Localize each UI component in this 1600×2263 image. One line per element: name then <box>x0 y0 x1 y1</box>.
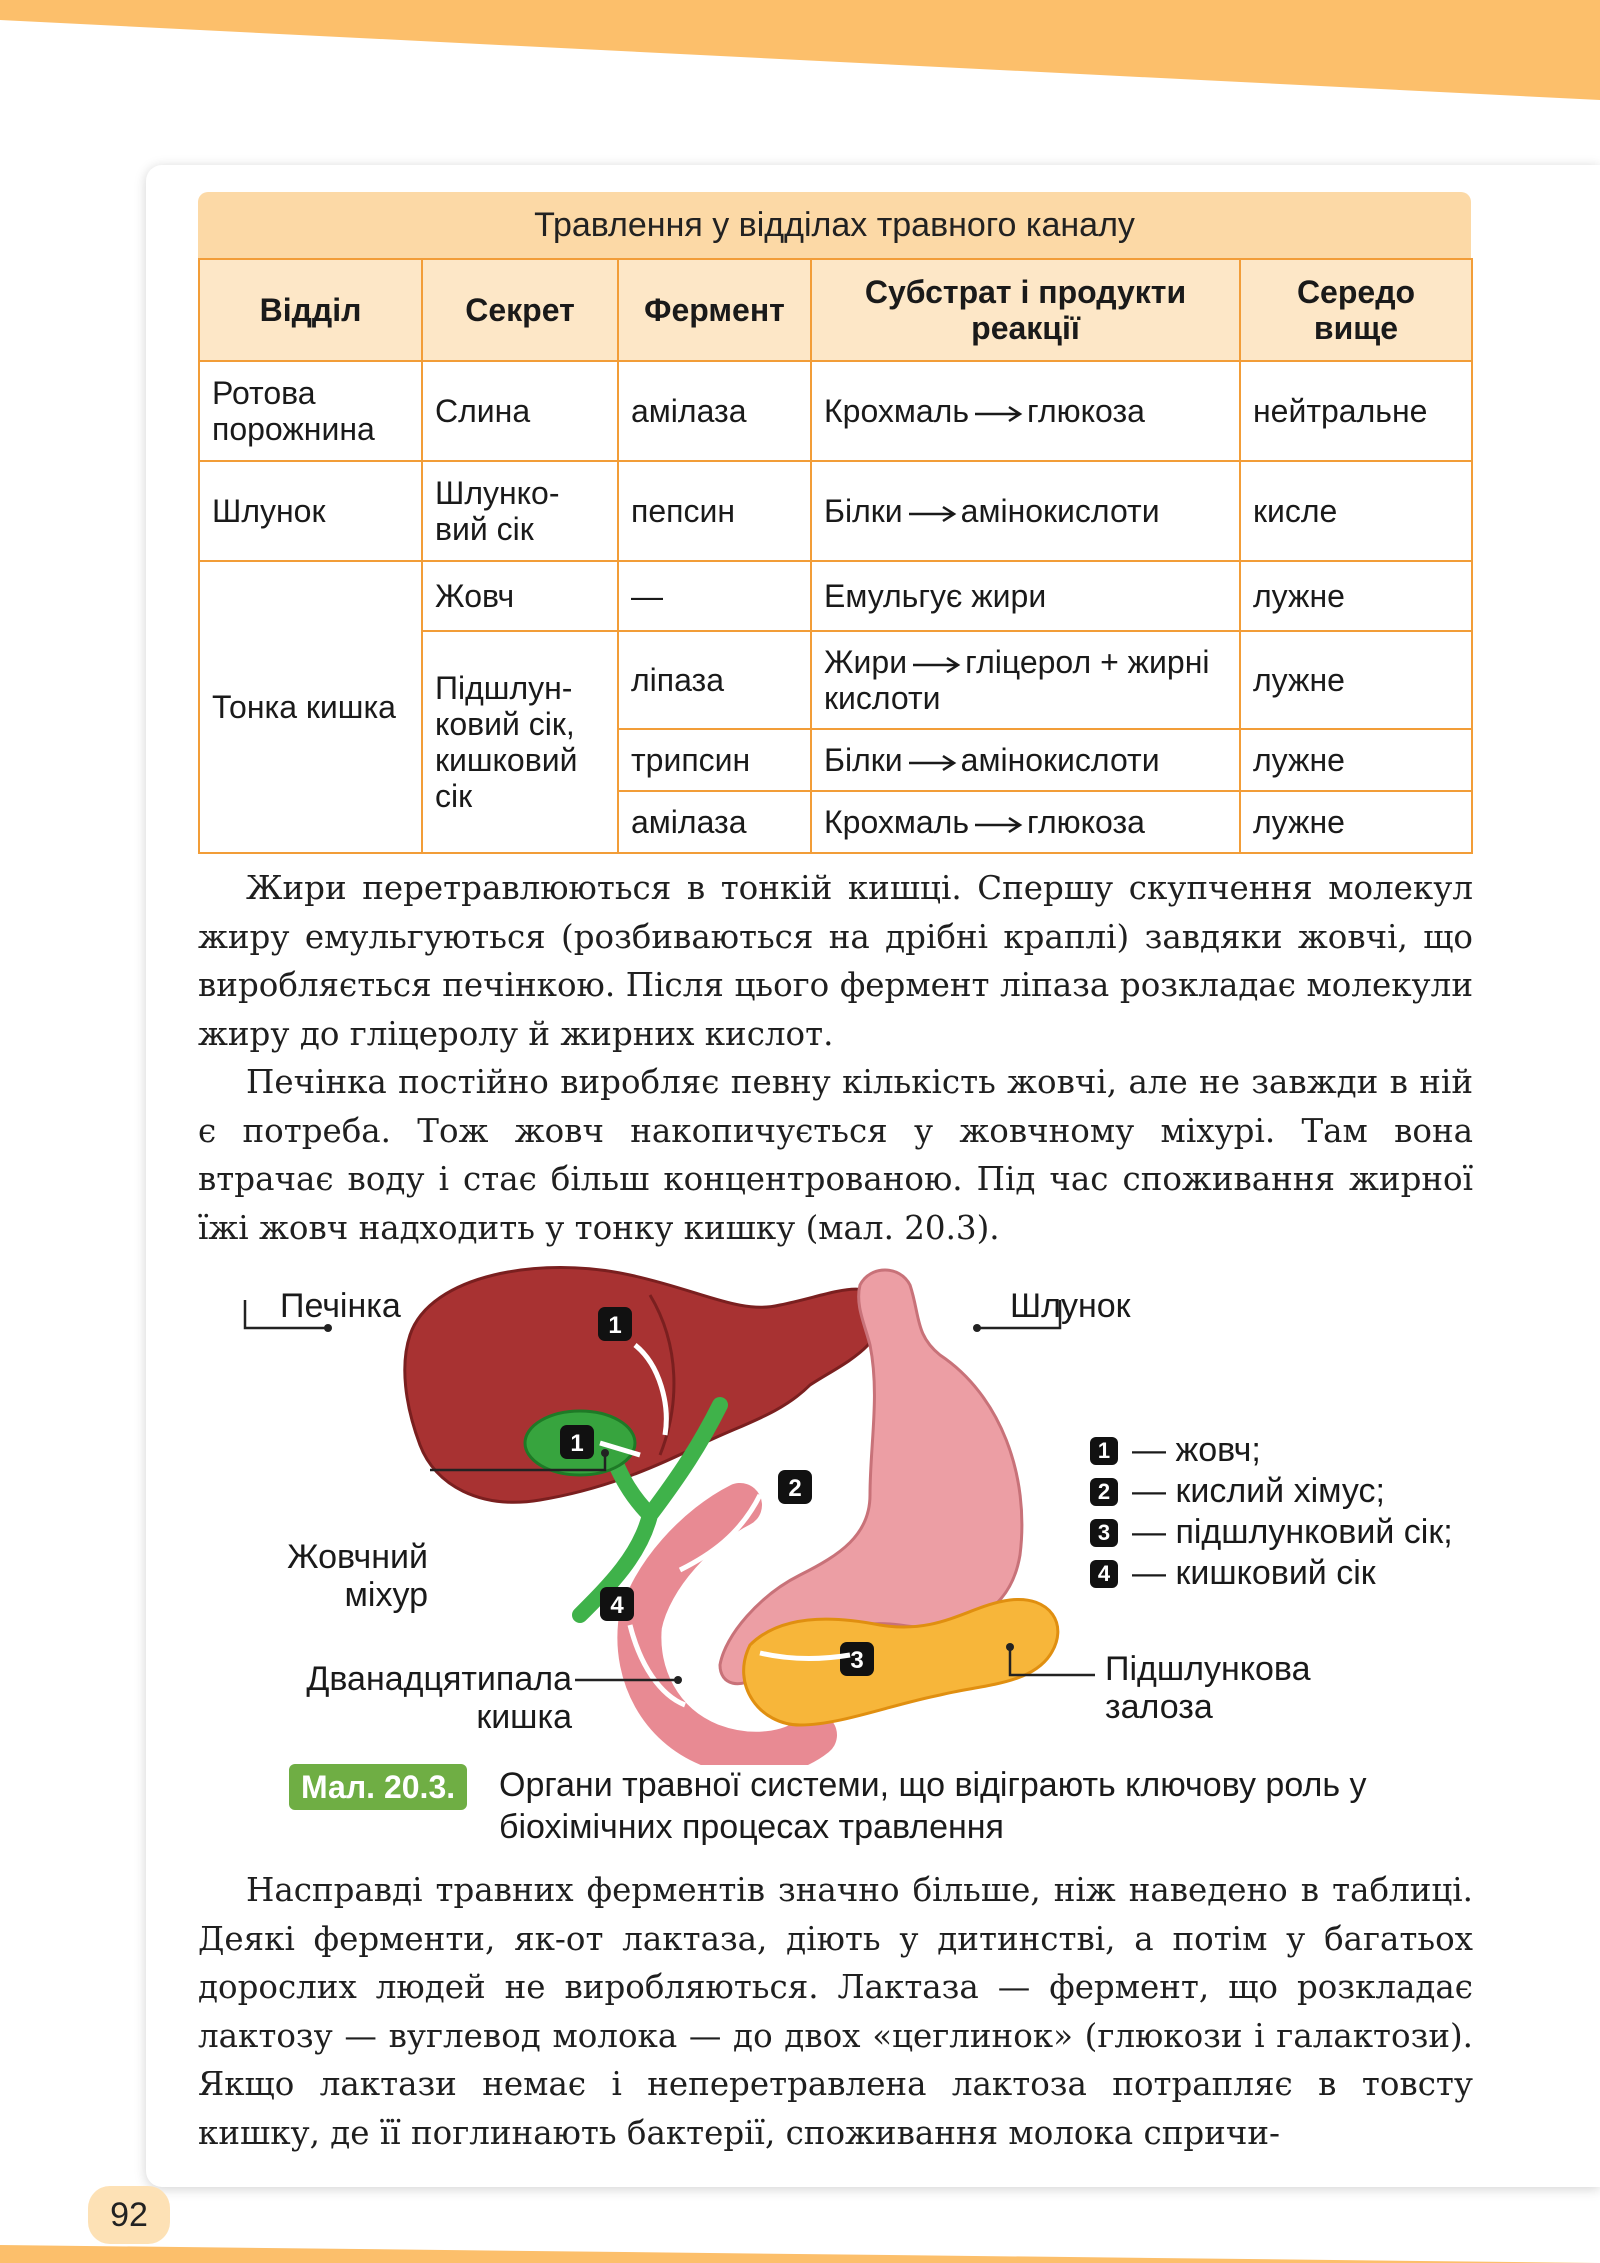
substrate: Крохмаль <box>824 804 970 840</box>
legend-number: 2 <box>1090 1478 1118 1506</box>
table-title: Травлення у відділах травного каналу <box>198 192 1471 258</box>
caption-tag: Мал. 20.3. <box>289 1764 467 1810</box>
reaction-cell: Емульгує жири <box>811 561 1240 631</box>
product: гліцерол + жирні кислоти <box>824 644 1210 716</box>
page-number: 92 <box>88 2186 170 2244</box>
legend-text: — кислий хімус; <box>1132 1472 1385 1510</box>
table <box>198 258 1473 854</box>
column-header: Субстрат і продукти реакції <box>811 259 1240 361</box>
table-row <box>199 461 1472 561</box>
product: глюкоза <box>1027 393 1145 429</box>
substrate: Білки <box>824 742 903 778</box>
substrate: Жири <box>824 644 908 680</box>
section-cell: Тонка кишка <box>199 561 422 853</box>
substrate: Білки <box>824 493 903 529</box>
arrow-right-icon <box>907 753 957 773</box>
arrow-right-icon <box>973 815 1023 835</box>
medium-cell: лужне <box>1240 631 1472 729</box>
svg-text:3: 3 <box>850 1647 864 1674</box>
svg-text:2: 2 <box>788 1475 802 1502</box>
enzyme-cell: трипсин <box>618 729 811 791</box>
medium-cell: лужне <box>1240 791 1472 853</box>
label-stomach: Шлунок <box>1010 1287 1131 1325</box>
column-header: Секрет <box>422 259 618 361</box>
reaction-cell <box>811 631 1240 729</box>
enzyme-cell: амілаза <box>618 361 811 461</box>
section-cell: Шлунок <box>199 461 422 561</box>
reaction-cell <box>811 791 1240 853</box>
reaction-cell <box>811 461 1240 561</box>
substrate: Крохмаль <box>824 393 970 429</box>
legend-item <box>1090 1553 1453 1594</box>
medium-cell: лужне <box>1240 561 1472 631</box>
section-cell: Ротова порожнина <box>199 361 422 461</box>
arrow-right-icon <box>911 655 961 675</box>
caption-text: Органи травної системи, що відіграють ключову роль у біохімічних процесах травлення <box>499 1766 1367 1846</box>
product: амінокислоти <box>960 493 1160 529</box>
arrow-right-icon <box>907 504 957 524</box>
secret-cell: Підшлун-ковий сік, кишковий сік <box>422 631 618 853</box>
reaction-cell <box>811 729 1240 791</box>
legend-text: — кишковий сік <box>1132 1554 1376 1592</box>
badge-1-gallbladder <box>560 1425 594 1459</box>
secret-cell: Жовч <box>422 561 618 631</box>
legend-text: — підшлунковий сік; <box>1132 1513 1453 1551</box>
legend-text: — жовч; <box>1132 1431 1261 1469</box>
medium-cell: лужне <box>1240 729 1472 791</box>
enzyme-cell: ліпаза <box>618 631 811 729</box>
badge-1-liver <box>598 1307 632 1341</box>
legend-number: 3 <box>1090 1519 1118 1547</box>
legend-number: 4 <box>1090 1560 1118 1588</box>
decorative-top-band <box>0 0 1600 110</box>
label-pancreas: Підшлункова залоза <box>1105 1650 1311 1726</box>
paragraph: Насправді травних ферментів значно більше, ніж наведено в таблиці. Деякі ферменти, як-от лактаза, діють у дитинстві, а потім у багатьох дорослих людей не виробляються. Лактаза — фермент, що розкладає лактозу — вуглевод молока — до двох «цеглинок» (глюкози і галактози). Якщо лактази немає і неперетравлена лактоза потрапляє в товсту кишку, де її поглинають бактерії, споживання молока спричи- <box>198 1871 1473 2152</box>
medium-cell: нейтральне <box>1240 361 1472 461</box>
label-liver: Печінка <box>280 1287 401 1325</box>
svg-text:4: 4 <box>610 1592 624 1619</box>
legend-item <box>1090 1430 1453 1471</box>
secret-cell: Слина <box>422 361 618 461</box>
product: амінокислоти <box>960 742 1160 778</box>
paragraph: Печінка постійно виробляє певну кількість жовчі, але не завжди в ній є потреба. Тож жовч накопичується у жовчному міхурі. Там вона втрачає воду і стає більш концентрованою. Під час споживання жирної їжі жовч надходить у тонку кишку (мал. 20.3). <box>198 1063 1473 1247</box>
decorative-bottom-band <box>0 2225 1600 2263</box>
liver-shape <box>405 1268 882 1503</box>
column-header: Відділ <box>199 259 422 361</box>
figure-legend <box>1090 1430 1453 1594</box>
legend-item <box>1090 1512 1453 1553</box>
table-header-row <box>199 259 1472 361</box>
enzyme-cell: амілаза <box>618 791 811 853</box>
column-header: Фермент <box>618 259 811 361</box>
badge-3 <box>840 1642 874 1676</box>
badge-2 <box>778 1470 812 1504</box>
svg-text:1: 1 <box>570 1430 584 1457</box>
table-row <box>199 561 1472 631</box>
svg-text:1: 1 <box>608 1312 622 1339</box>
reaction-cell <box>811 361 1240 461</box>
digestion-table <box>198 192 1471 854</box>
paragraph: Жири перетравлюються в тонкій кишці. Спершу скупчення молекул жиру емульгуються (розбиваються на дрібні краплі) завдяки жовчі, що виробляється печінкою. Після цього фермент ліпаза розкладає молекули жиру до гліцеролу й жирних кислот. <box>198 869 1473 1053</box>
label-duodenum: Дванадцятипала кишка <box>306 1660 572 1736</box>
legend-number: 1 <box>1090 1437 1118 1465</box>
badge-4 <box>600 1587 634 1621</box>
label-gallbladder: Жовчний міхур <box>287 1538 428 1614</box>
product: глюкоза <box>1027 804 1145 840</box>
enzyme-cell: — <box>618 561 811 631</box>
column-header: Середо вище <box>1240 259 1472 361</box>
table-row <box>199 361 1472 461</box>
legend-item <box>1090 1471 1453 1512</box>
secret-cell: Шлунко-вий сік <box>422 461 618 561</box>
arrow-right-icon <box>973 404 1023 424</box>
medium-cell: кисле <box>1240 461 1472 561</box>
enzyme-cell: пепсин <box>618 461 811 561</box>
